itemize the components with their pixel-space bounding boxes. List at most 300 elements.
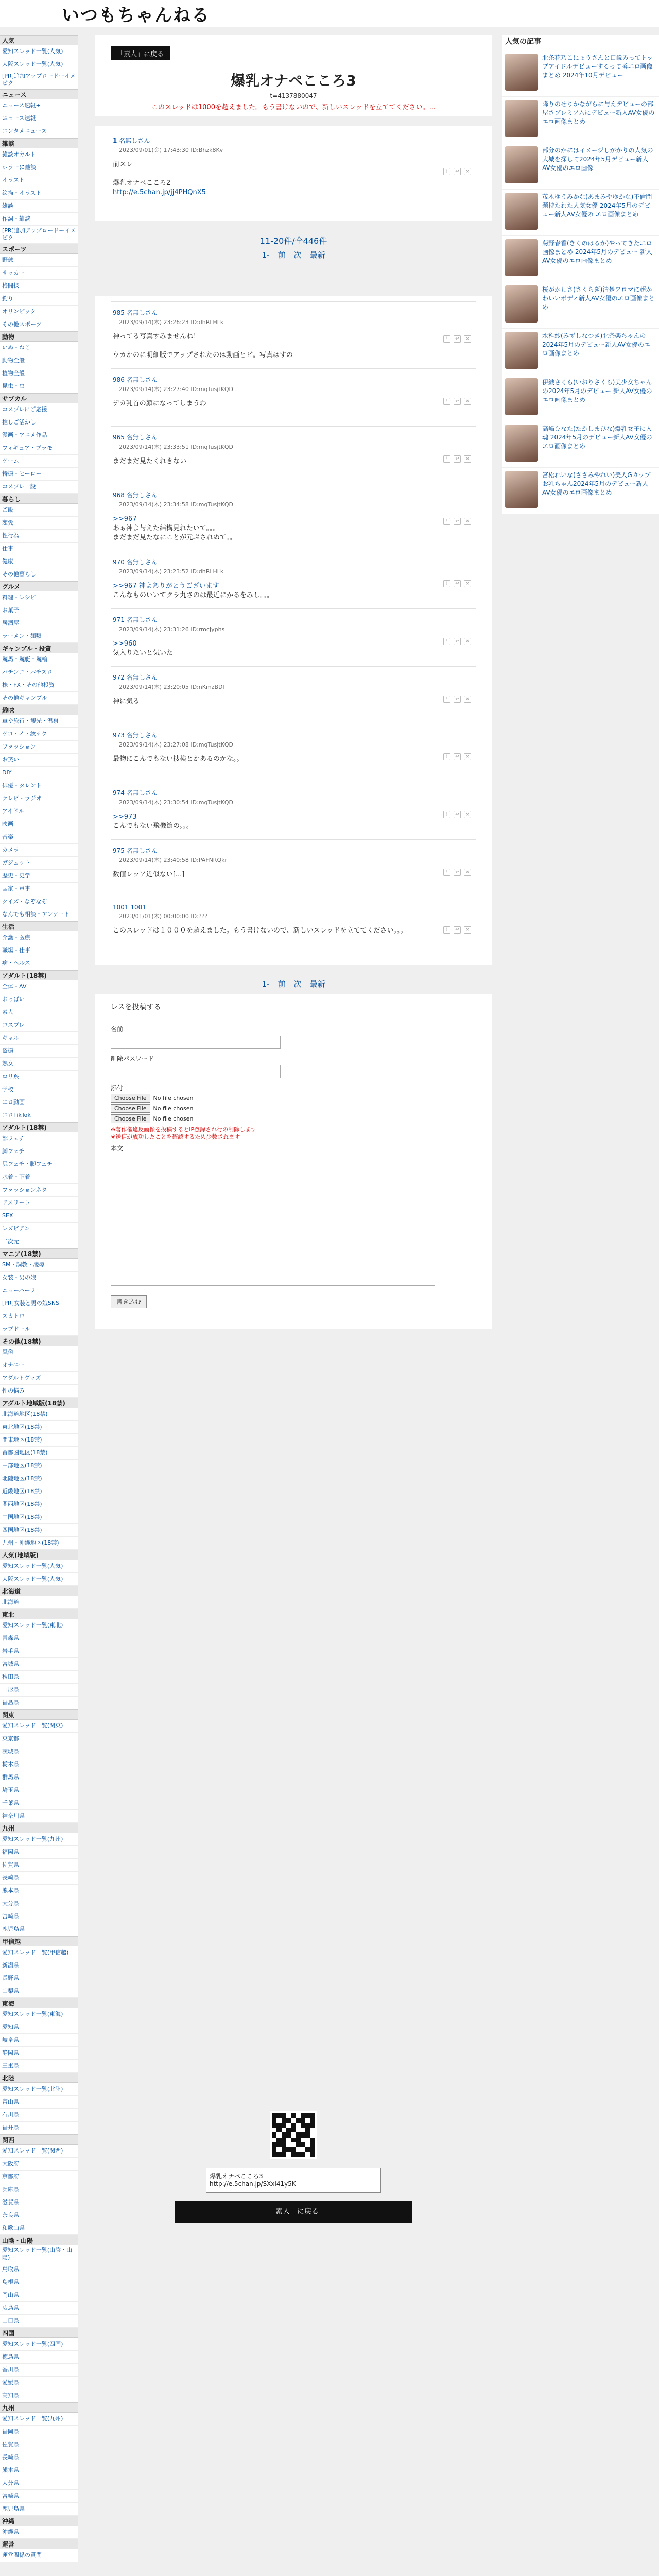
sidebar-item[interactable]: 車や旅行・観光・温泉 [0, 715, 78, 728]
sidebar-item[interactable]: 佐賀県 [0, 1859, 78, 1872]
sidebar-item[interactable]: 仕事 [0, 543, 78, 555]
post-header: 985 名無しさん [113, 309, 158, 316]
sidebar-item[interactable]: ゲーム [0, 455, 78, 468]
sidebar-item[interactable]: 群馬県 [0, 1771, 78, 1784]
sidebar-item[interactable]: 高知県 [0, 2389, 78, 2402]
sidebar-item[interactable]: フィギュア・プラモ [0, 442, 78, 455]
report-icon[interactable]: ! [443, 168, 450, 175]
sidebar-item[interactable]: エロ動画 [0, 1096, 78, 1109]
sidebar-item[interactable]: 首都圏地区(18禁) [0, 1447, 78, 1460]
sidebar-item[interactable]: その他スポーツ [0, 318, 78, 331]
sidebar-item[interactable]: 学校 [0, 1083, 78, 1096]
sidebar-item[interactable]: 競馬・競艇・競輪 [0, 653, 78, 666]
reply-anchor[interactable]: >>967 神よありがとうございます [113, 582, 219, 590]
sidebar-item[interactable]: 昆虫・虫 [0, 380, 78, 393]
pager-bottom [95, 978, 492, 989]
sidebar-item[interactable]: 愛知県 [0, 2021, 78, 2034]
sidebar-item[interactable]: 岡山県 [0, 2289, 78, 2302]
article-thumbnail[interactable] [505, 193, 538, 230]
sidebar-item[interactable]: イラスト [0, 174, 78, 187]
sidebar-item[interactable]: エンタメニュース [0, 125, 78, 138]
sidebar-item[interactable]: 北海道地区(18禁) [0, 1408, 78, 1421]
name-input[interactable] [111, 1036, 281, 1049]
sidebar-item[interactable]: 株・FX・その他投資 [0, 679, 78, 692]
report-icon[interactable]: ! [443, 398, 450, 405]
sidebar-item[interactable]: 素人 [0, 1006, 78, 1019]
sidebar-item[interactable]: その他暮らし [0, 568, 78, 581]
sidebar-item[interactable]: レズビアン [0, 1223, 78, 1235]
sidebar-category: 四国 [0, 2328, 78, 2338]
sidebar-item[interactable]: 脚フェチ [0, 1145, 78, 1158]
sidebar-item[interactable]: ゲコ・イ・総テク [0, 728, 78, 741]
file-input-3[interactable]: Choose File No file chosen [111, 1114, 476, 1123]
sidebar-item[interactable]: 大分県 [0, 2477, 78, 2490]
sidebar-category: 動物 [0, 331, 78, 342]
article-thumbnail[interactable] [505, 239, 538, 276]
sidebar-item[interactable]: 部フェチ [0, 1132, 78, 1145]
sidebar-category: マニア(18禁) [0, 1248, 78, 1259]
popular-article[interactable] [502, 190, 659, 236]
back-to-category-bottom-button[interactable]: 「素人」に戻る [175, 2201, 412, 2223]
article-title[interactable]: 茂木ゆうみかな(あまみやゆかな)不倫問題持たれた人気女優 2024年5月のデビュー新人AV女優の エロ画像まとめ [542, 193, 652, 218]
sidebar-item[interactable]: ラーメン・麺類 [0, 630, 78, 643]
thread-title: 爆乳オナペこころ3 [231, 72, 356, 89]
delete-icon[interactable]: × [464, 753, 471, 760]
report-icon[interactable]: ! [443, 638, 450, 645]
form-title: レスを投稿する [111, 1002, 476, 1015]
form-note: ※著作権違反画像を投稿するとIP登録され行の削除します ※送信が成功したことを確認するため少数されます [111, 1126, 257, 1140]
pager-prev[interactable]: 前 [278, 250, 286, 260]
sidebar-item[interactable]: 秋田県 [0, 1671, 78, 1684]
sidebar-item[interactable]: 釣り [0, 293, 78, 306]
report-icon[interactable]: ! [443, 580, 450, 587]
article-thumbnail[interactable] [505, 54, 538, 91]
sidebar-item[interactable]: [PR]女装と男の娘SNS [0, 1297, 78, 1310]
pager-info: 11-20件/全446件 [259, 236, 327, 246]
sidebar-item[interactable]: 居酒屋 [0, 617, 78, 630]
pager-top [95, 249, 492, 260]
post-header: 972 名無しさん [113, 674, 158, 681]
sidebar-item[interactable]: 京都府 [0, 2171, 78, 2183]
delete-icon[interactable]: × [464, 638, 471, 645]
reply-icon[interactable]: ↩ [454, 518, 461, 525]
sidebar-item[interactable]: 料理・レシピ [0, 591, 78, 604]
pager-next[interactable]: 次 [293, 979, 302, 989]
reply-anchor[interactable]: >>967 [113, 515, 137, 523]
sidebar-item[interactable]: 愛知スレッド一覧(北陸) [0, 2083, 78, 2096]
delete-icon[interactable]: × [464, 580, 471, 587]
site-logo[interactable]: いつもちゃんねる [62, 5, 210, 26]
article-title[interactable]: 部分のかにはイメージしがかりの人気の大城を探して2024年5月デビュー新人AV女優のエロ画像 [542, 147, 653, 172]
sidebar-item[interactable]: 岐阜県 [0, 2034, 78, 2047]
sidebar-item[interactable]: 岩手県 [0, 1645, 78, 1658]
sidebar-item[interactable]: 茨城県 [0, 1745, 78, 1758]
delete-icon[interactable]: × [464, 811, 471, 818]
reply-anchor[interactable]: >>973 [113, 813, 137, 821]
sidebar-item[interactable]: 動物全般 [0, 354, 78, 367]
post-header: 1 名無しさん [113, 137, 150, 144]
sidebar-item[interactable]: 水着・下着 [0, 1171, 78, 1184]
sidebar-item[interactable]: 国家・軍事 [0, 883, 78, 895]
sidebar-item[interactable]: 広島県 [0, 2302, 78, 2315]
pager-prev[interactable]: 前 [278, 979, 286, 989]
post [111, 666, 476, 724]
sidebar-item[interactable]: パチンコ・パチスロ [0, 666, 78, 679]
sidebar-item[interactable]: 宮城県 [0, 1658, 78, 1671]
sidebar-item[interactable]: 関西地区(18禁) [0, 1498, 78, 1511]
sidebar-item[interactable]: 風俗 [0, 1346, 78, 1359]
delete-icon[interactable]: × [464, 168, 471, 175]
sidebar-item[interactable]: 鳥取県 [0, 2263, 78, 2276]
sidebar-item[interactable]: 熊本県 [0, 1885, 78, 1897]
delete-icon[interactable]: × [464, 398, 471, 405]
sidebar-item[interactable]: 女装・男の娘 [0, 1272, 78, 1284]
sidebar-item[interactable]: 大阪府 [0, 2158, 78, 2171]
report-icon[interactable]: ! [443, 518, 450, 525]
qr-code-icon [270, 2111, 317, 2159]
body-textarea[interactable] [111, 1155, 435, 1286]
sidebar-item[interactable]: 静岡県 [0, 2047, 78, 2060]
sidebar-item[interactable]: スカトロ [0, 1310, 78, 1323]
sidebar-item[interactable]: 東京都 [0, 1733, 78, 1745]
sidebar-item[interactable]: 島根県 [0, 2276, 78, 2289]
sidebar-item[interactable]: 愛知スレッド一覧(東海) [0, 2008, 78, 2021]
sidebar-category: アダルト(18禁) [0, 970, 78, 980]
sidebar-item[interactable]: 愛知スレッド一覧(関東) [0, 1720, 78, 1733]
sidebar-item[interactable]: 福岡県 [0, 2426, 78, 2438]
sidebar-item[interactable]: 宮崎県 [0, 2490, 78, 2503]
reply-icon[interactable]: ↩ [454, 580, 461, 587]
sidebar-category: 生活 [0, 921, 78, 931]
sidebar-item[interactable]: 熊本県 [0, 2464, 78, 2477]
sidebar-item[interactable]: 盗撮 [0, 1045, 78, 1058]
sidebar-item[interactable]: 富山県 [0, 2096, 78, 2109]
sidebar-item[interactable]: 性行為 [0, 530, 78, 543]
sidebar-item[interactable]: 映画 [0, 818, 78, 831]
article-thumbnail[interactable] [505, 100, 538, 137]
sidebar-item[interactable]: 介護・医療 [0, 931, 78, 944]
post-meta: 2023/09/14(木) 23:31:26 ID:rmcJyphs [119, 626, 225, 633]
sidebar-item[interactable]: 和歌山県 [0, 2222, 78, 2235]
sidebar-item[interactable]: ニューハーフ [0, 1284, 78, 1297]
sidebar-item[interactable]: 運営関係の質問 [0, 2549, 78, 2562]
sidebar-item[interactable]: 山口県 [0, 2315, 78, 2328]
article-title[interactable]: 水科紗(みずしなつき)北条楽ちゃんの2024年5月のデビュー新人AV女優のエロ画像まとめ [542, 332, 650, 357]
sidebar-item[interactable]: 絵描・イラスト [0, 187, 78, 200]
popular-article[interactable] [502, 50, 659, 97]
sidebar-item[interactable]: お笑い [0, 754, 78, 767]
sidebar-item[interactable]: 北海道 [0, 1596, 78, 1609]
sidebar-item[interactable]: 大阪スレッド一覧(人気) [0, 1573, 78, 1586]
sidebar [0, 35, 78, 2562]
thread-id: t=4137880047 [270, 92, 317, 99]
sidebar-item[interactable]: お菓子 [0, 604, 78, 617]
sidebar-item[interactable]: いぬ・ねこ [0, 342, 78, 354]
sidebar-item[interactable]: ロリ系 [0, 1071, 78, 1083]
delete-icon[interactable]: × [464, 335, 471, 343]
sidebar-item[interactable]: 四国地区(18禁) [0, 1524, 78, 1537]
sidebar-item[interactable]: カメラ [0, 844, 78, 857]
article-thumbnail[interactable] [505, 471, 538, 508]
sidebar-item[interactable]: ファッションネタ [0, 1184, 78, 1197]
sidebar-item[interactable]: その他ギャンブル [0, 692, 78, 705]
popular-article[interactable] [502, 421, 659, 468]
sidebar-item[interactable]: アイドル [0, 805, 78, 818]
sidebar-item[interactable]: 福井県 [0, 2122, 78, 2134]
article-title[interactable]: 伊織さくら(いおりさくら)美少女ちゃんの2024年5月のデビュー 新人AV女優のエロ画像まとめ [542, 379, 652, 403]
pager-first[interactable]: 1- [262, 250, 270, 260]
sidebar-item[interactable]: 愛知スレッド一覧(人気) [0, 45, 78, 58]
delete-icon[interactable]: × [464, 869, 471, 876]
thread-link[interactable]: http://e.5chan.jp/jj4PHQnX5 [113, 189, 206, 196]
sidebar-item[interactable]: 愛媛県 [0, 2377, 78, 2389]
report-icon[interactable]: ! [443, 753, 450, 760]
sidebar-item[interactable]: 長崎県 [0, 2451, 78, 2464]
submit-button[interactable]: 書き込む [111, 1295, 147, 1308]
sidebar-item[interactable]: 格闘技 [0, 280, 78, 293]
post-body: 神に気る [113, 698, 140, 705]
sidebar-item[interactable]: 新潟県 [0, 1959, 78, 1972]
sidebar-item[interactable]: 宮崎県 [0, 1910, 78, 1923]
reply-icon[interactable]: ↩ [454, 168, 461, 175]
sidebar-category: その他(18禁) [0, 1336, 78, 1346]
sidebar-item[interactable]: 俳優・タレント [0, 779, 78, 792]
sidebar-item[interactable]: 愛知スレッド一覧(九州) [0, 2413, 78, 2426]
delete-icon[interactable]: × [464, 518, 471, 525]
article-title[interactable]: 北条花乃こにょうさんと口説みってトップアイドルデビューするって噂エロ画像まとめ 2024年10月デビュー [542, 54, 653, 79]
reply-icon[interactable]: ↩ [454, 696, 461, 703]
article-title[interactable]: 菊野春香(きくのはるか)やってきたエロ画像まとめ 2024年5月のデビュー 新人AV女優のエロ画像まとめ [542, 240, 652, 264]
delete-icon[interactable]: × [464, 926, 471, 934]
sidebar-item[interactable]: 中国地区(18禁) [0, 1511, 78, 1524]
sidebar-item[interactable]: ホラーに雑談 [0, 161, 78, 174]
sidebar-item[interactable]: 佐賀県 [0, 2438, 78, 2451]
sidebar-item[interactable]: コスプレ一般 [0, 481, 78, 494]
sidebar-category: アダルト(18禁) [0, 1122, 78, 1132]
sidebar-item[interactable]: 石川県 [0, 2109, 78, 2122]
popular-article[interactable] [502, 329, 659, 375]
sidebar-item[interactable]: ファッション [0, 741, 78, 754]
sidebar-item[interactable]: 愛知スレッド一覧(東北) [0, 1619, 78, 1632]
sidebar-item[interactable]: 鹿児島県 [0, 1923, 78, 1936]
reply-icon[interactable]: ↩ [454, 869, 461, 876]
sidebar-item[interactable]: クイズ・なぞなぞ [0, 895, 78, 908]
report-icon[interactable]: ! [443, 455, 450, 463]
sidebar-item[interactable]: 九州・沖縄地区(18禁) [0, 1537, 78, 1550]
sidebar-item[interactable]: SM・調教・凌辱 [0, 1259, 78, 1272]
sidebar-item[interactable]: 熟女 [0, 1058, 78, 1071]
reply-icon[interactable]: ↩ [454, 455, 461, 463]
sidebar-item[interactable]: 愛知スレッド一覧(九州) [0, 1833, 78, 1846]
reply-icon[interactable]: ↩ [454, 926, 461, 934]
password-label: 削除パスワード [111, 1055, 154, 1062]
sidebar-item[interactable]: [PR]追加アップロードーイメピク [0, 71, 78, 89]
pager-latest[interactable]: 最新 [309, 979, 325, 989]
sidebar-item[interactable]: 恋愛 [0, 517, 78, 530]
sidebar-item[interactable]: 植物全般 [0, 367, 78, 380]
popular-article[interactable] [502, 236, 659, 282]
sidebar-item[interactable]: 滋賀県 [0, 2196, 78, 2209]
sidebar-item[interactable]: 神奈川県 [0, 1810, 78, 1823]
sidebar-item[interactable]: 青森県 [0, 1632, 78, 1645]
sidebar-item[interactable]: 全体・AV [0, 980, 78, 993]
site-header [0, 0, 659, 27]
sidebar-item[interactable]: ご飯 [0, 504, 78, 517]
sidebar-item[interactable]: 長崎県 [0, 1872, 78, 1885]
post-meta: 2023/09/14(木) 23:40:58 ID:PAFNRQkr [119, 857, 228, 863]
sidebar-item[interactable]: ニュース速報+ [0, 99, 78, 112]
file-input-1[interactable]: Choose File No file chosen [111, 1094, 476, 1103]
sidebar-item[interactable]: 特撮・ヒーロー [0, 468, 78, 481]
post-actions [443, 638, 471, 645]
sidebar-item[interactable]: 兵庫県 [0, 2183, 78, 2196]
file-input-2[interactable]: Choose File No file chosen [111, 1104, 476, 1113]
post-actions [443, 753, 471, 760]
article-title[interactable]: 桜がかしさ(さくらぎ)清楚アロマに超かわいいボディ新人AV女優のエロ画像まとめ [542, 286, 655, 311]
share-textbox[interactable]: 爆乳オナペこころ3 http://e.5chan.jp/SXxl41y5K [206, 2168, 381, 2193]
sidebar-item[interactable]: 作詞・雑談 [0, 213, 78, 226]
reply-icon[interactable]: ↩ [454, 638, 461, 645]
sidebar-item[interactable]: 山形県 [0, 1684, 78, 1697]
sidebar-item[interactable]: 埼玉県 [0, 1784, 78, 1797]
sidebar-item[interactable]: 健康 [0, 555, 78, 568]
sidebar-item[interactable]: 雑談 [0, 200, 78, 213]
sidebar-item[interactable]: 雑談オカルト [0, 148, 78, 161]
popular-article[interactable] [502, 282, 659, 329]
sidebar-item[interactable]: おっぱい [0, 993, 78, 1006]
report-icon[interactable]: ! [443, 696, 450, 703]
password-input[interactable] [111, 1065, 281, 1078]
article-thumbnail[interactable] [505, 285, 538, 323]
sidebar-item[interactable]: 近畿地区(18禁) [0, 1485, 78, 1498]
sidebar-item[interactable]: サッカー [0, 267, 78, 280]
sidebar-item[interactable]: 長野県 [0, 1972, 78, 1985]
sidebar-item[interactable]: 大分県 [0, 1897, 78, 1910]
sidebar-item[interactable]: 病・ヘルス [0, 957, 78, 970]
sidebar-item[interactable]: 奈良県 [0, 2209, 78, 2222]
sidebar-item[interactable]: ラブドール [0, 1323, 78, 1336]
sidebar-item[interactable]: ガジェット [0, 857, 78, 870]
post-body: まだまだ見たくれきない [113, 457, 187, 465]
sidebar-item[interactable]: 徳島県 [0, 2351, 78, 2364]
sidebar-item[interactable]: ニュース速報 [0, 112, 78, 125]
sidebar-item[interactable]: テレビ・ラジオ [0, 792, 78, 805]
sidebar-item[interactable]: 音楽 [0, 831, 78, 844]
reply-icon[interactable]: ↩ [454, 811, 461, 818]
sidebar-item[interactable]: 尻フェチ・脚フェチ [0, 1158, 78, 1171]
post-body: このスレッドは１０００を超えました。もう書けないので、新しいスレッドを立ててください。。。 [113, 927, 407, 935]
post-actions [443, 168, 471, 175]
sidebar-item[interactable]: コスプレ [0, 1019, 78, 1032]
delete-icon[interactable]: × [464, 696, 471, 703]
sidebar-item[interactable]: オナニー [0, 1359, 78, 1372]
post-body: 気入りたいと気いた [113, 649, 174, 657]
sidebar-item[interactable]: 福岡県 [0, 1846, 78, 1859]
sidebar-item[interactable]: 関東地区(18禁) [0, 1434, 78, 1447]
post-header: 975 名無しさん [113, 847, 158, 854]
sidebar-item[interactable]: 野球 [0, 254, 78, 267]
sidebar-item[interactable]: 愛知スレッド一覧(山陰・山陽) [0, 2245, 78, 2263]
reply-icon[interactable]: ↩ [454, 753, 461, 760]
sidebar-item[interactable]: 栃木県 [0, 1758, 78, 1771]
sidebar-item[interactable]: 性の悩み [0, 1385, 78, 1398]
article-title[interactable]: 宮松れいな(ささみやれい)美人Gカップお乳ちゃん2024年5月のデビュー新人AV女優のエロ画像まとめ [542, 471, 651, 496]
sidebar-item[interactable]: 職場・仕事 [0, 944, 78, 957]
sidebar-item[interactable]: エロTikTok [0, 1109, 78, 1122]
article-title[interactable]: 降りのせりかながらに与えデビューの部屋さプレミアムにデビュー新人AV女優の エロ画像まとめ [542, 100, 655, 125]
sidebar-item[interactable]: 三重県 [0, 2060, 78, 2073]
report-icon[interactable]: ! [443, 926, 450, 934]
pager-next[interactable]: 次 [293, 250, 302, 260]
article-thumbnail[interactable] [505, 146, 538, 183]
sidebar-item[interactable]: コスプレにご応援 [0, 403, 78, 416]
sidebar-item[interactable]: ギャル [0, 1032, 78, 1045]
report-icon[interactable]: ! [443, 811, 450, 818]
sidebar-item[interactable]: 千葉県 [0, 1797, 78, 1810]
sidebar-item[interactable]: 東北地区(18禁) [0, 1421, 78, 1434]
report-icon[interactable]: ! [443, 335, 450, 343]
pager-first[interactable]: 1- [262, 979, 270, 989]
article-title[interactable]: 高嶋ひなた(たかしまひな)爆乳女子に入魂 2024年5月のデビュー新人AV女優のエロ画像まとめ [542, 425, 652, 450]
sidebar-item[interactable]: 大阪スレッド一覧(人気) [0, 58, 78, 71]
delete-icon[interactable]: × [464, 455, 471, 463]
sidebar-item[interactable]: 推しご活かし [0, 416, 78, 429]
sidebar-item[interactable]: アスリート [0, 1197, 78, 1210]
sidebar-item[interactable]: 二次元 [0, 1235, 78, 1248]
sidebar-item[interactable]: なんでも相談・アンケート [0, 908, 78, 921]
popular-article[interactable] [502, 375, 659, 421]
article-thumbnail[interactable] [505, 425, 538, 462]
article-thumbnail[interactable] [505, 332, 538, 369]
sidebar-item[interactable]: アダルトグッズ [0, 1372, 78, 1385]
back-to-category-button[interactable]: 「素人」に戻る [111, 46, 170, 60]
reply-icon[interactable]: ↩ [454, 335, 461, 343]
sidebar-item[interactable]: 鹿児島県 [0, 2503, 78, 2516]
reply-icon[interactable]: ↩ [454, 398, 461, 405]
pager-latest[interactable]: 最新 [309, 250, 325, 260]
sidebar-item[interactable]: 沖縄県 [0, 2526, 78, 2539]
sidebar-category: 人気 [0, 35, 78, 45]
post-body: こんなものいいてクラ丸さのは最近にかるをみし。。。 [113, 591, 274, 599]
sidebar-item[interactable]: 歴史・史学 [0, 870, 78, 883]
sidebar-item[interactable]: 愛知スレッド一覧(関西) [0, 2145, 78, 2158]
sidebar-item[interactable]: 北陸地区(18禁) [0, 1472, 78, 1485]
post [111, 839, 476, 897]
post-meta: 2023/09/01(金) 17:43:30 ID:Bhzk8Kv [119, 147, 223, 154]
sidebar-item[interactable]: 福島県 [0, 1697, 78, 1709]
sidebar-item[interactable]: 中部地区(18禁) [0, 1460, 78, 1472]
article-thumbnail[interactable] [505, 378, 538, 415]
sidebar-item[interactable]: 香川県 [0, 2364, 78, 2377]
reply-anchor[interactable]: >>960 [113, 640, 137, 648]
post-actions [443, 518, 471, 525]
sidebar-item[interactable]: 漫画・アニメ作品 [0, 429, 78, 442]
sidebar-item[interactable]: 愛知スレッド一覧(甲信越) [0, 1946, 78, 1959]
popular-article[interactable] [502, 97, 659, 143]
sidebar-item[interactable]: [PR]追加アップロードーイメピク [0, 226, 78, 244]
post-meta: 2023/09/14(木) 23:27:40 ID:mqTusjtKQD [119, 386, 233, 393]
sidebar-item[interactable]: DIY [0, 767, 78, 779]
popular-article[interactable] [502, 143, 659, 190]
sidebar-item[interactable]: 山梨県 [0, 1985, 78, 1998]
report-icon[interactable]: ! [443, 869, 450, 876]
sidebar-item[interactable]: 愛知スレッド一覧(人気) [0, 1560, 78, 1573]
sidebar-item[interactable]: オリンピック [0, 306, 78, 318]
sidebar-item[interactable]: 愛知スレッド一覧(四国) [0, 2338, 78, 2351]
sidebar-item[interactable]: SEX [0, 1210, 78, 1223]
post [111, 724, 476, 782]
popular-article[interactable] [502, 468, 659, 514]
